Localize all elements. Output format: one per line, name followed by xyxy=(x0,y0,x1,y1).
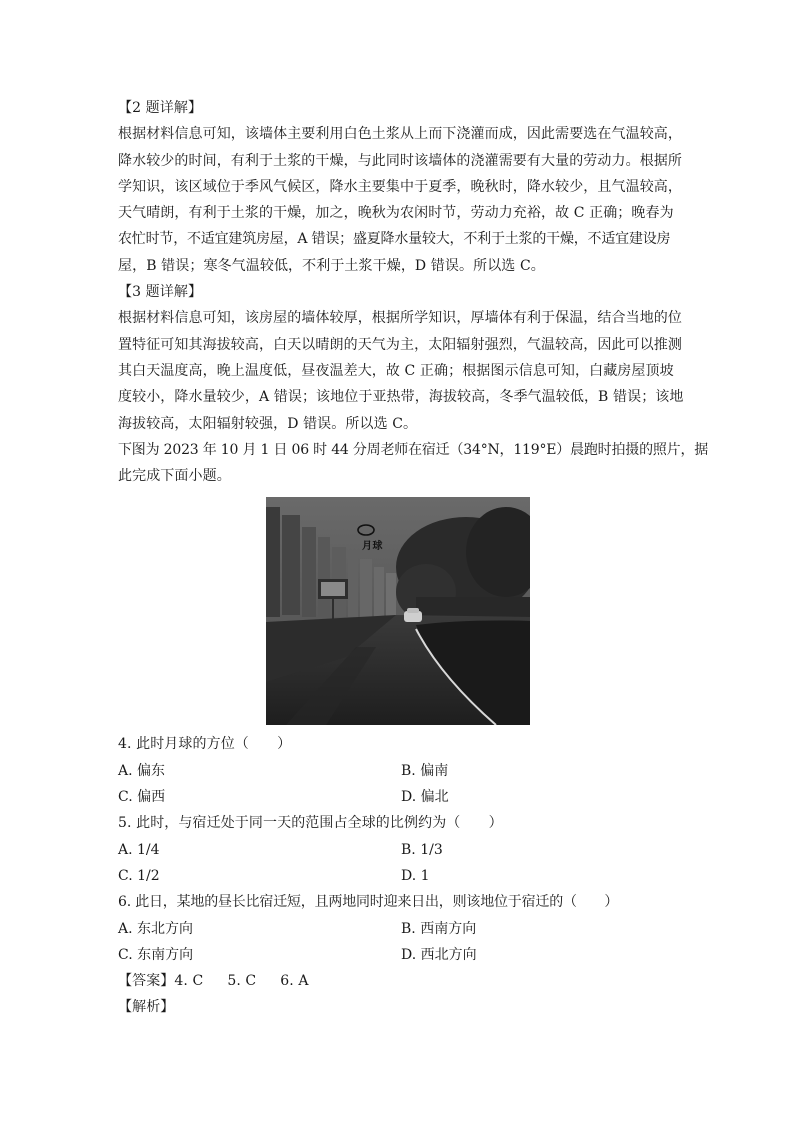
option-a[interactable]: A. 偏东 xyxy=(118,762,166,779)
explain3-line: 根据材料信息可知，该房屋的墙体较厚，根据所学知识，厚墙体有利于保温，结合当地的位 xyxy=(118,310,682,327)
answer-line xyxy=(118,968,684,994)
explain2-line: 根据材料信息可知，该墙体主要利用白色土浆从上而下浇灌而成，因此需要选在气温较高， xyxy=(118,126,682,143)
answer-item: 5. C xyxy=(227,973,257,990)
analysis-heading: 【解析】 xyxy=(118,999,175,1016)
explain3-line: 海拔较高，太阳辐射较强，D 错误。所以选 C。 xyxy=(118,415,418,432)
option-c[interactable]: C. 1/2 xyxy=(118,867,160,884)
document-body xyxy=(118,95,709,1021)
question-5 xyxy=(118,810,684,889)
answer-item: 4. C xyxy=(174,973,204,990)
question-6 xyxy=(118,889,684,968)
answer-item: 6. A xyxy=(280,973,309,990)
option-c[interactable]: C. 东南方向 xyxy=(118,946,194,963)
question-stem: 5. 此时，与宿迁处于同一天的范围占全球的比例约为（ ） xyxy=(118,815,503,832)
intro-line: 此完成下面小题。 xyxy=(118,468,231,485)
explain2-line: 学知识，该区域位于季风气候区，降水主要集中于夏季，晚秋时，降水较少，且气温较高， xyxy=(118,178,682,195)
answer-label: 【答案】 xyxy=(118,973,175,990)
option-d[interactable]: D. 西北方向 xyxy=(401,946,477,963)
question-stem: 6. 此日，某地的昼长比宿迁短，且两地同时迎来日出，则该地位于宿迁的（ ） xyxy=(118,894,619,911)
question-stem: 4. 此时月球的方位（ ） xyxy=(118,736,292,753)
moon-label: 月球 xyxy=(362,541,383,553)
explain2-line: 天气晴朗，有利于土浆的干燥，加之，晚秋为农闲时节，劳动力充裕，故 C 正确；晚春为 xyxy=(118,205,674,222)
option-b[interactable]: B. 1/3 xyxy=(401,841,443,858)
intro-line: 下图为 2023 年 10 月 1 日 06 时 44 分周老师在宿迁（34°N，119°E）晨跑时拍摄的照片，据 xyxy=(118,441,709,458)
explain3-line: 其白天温度高，晚上温度低，昼夜温差大，故 C 正确；根据图示信息可知，白藏房屋顶坡 xyxy=(118,362,674,379)
morning-photo xyxy=(266,497,530,725)
explain2-line: 农忙时节，不适宜建筑房屋，A 错误；盛夏降水量较大，不利于土浆的干燥，不适宜建设房 xyxy=(118,231,671,248)
option-d[interactable]: D. 偏北 xyxy=(401,789,449,806)
option-b[interactable]: B. 偏南 xyxy=(401,762,449,779)
option-a[interactable]: A. 东北方向 xyxy=(118,920,194,937)
question-4 xyxy=(118,731,684,810)
explain3-heading: 【3 题详解】 xyxy=(118,284,203,301)
explain2-line: 屋，B 错误；寒冬气温较低，不利于土浆干燥，D 错误。所以选 C。 xyxy=(118,257,545,274)
option-c[interactable]: C. 偏西 xyxy=(118,789,166,806)
explain2-heading: 【2 题详解】 xyxy=(118,100,203,116)
option-d[interactable]: D. 1 xyxy=(401,867,430,884)
explain3-line: 置特征可知其海拔较高，白天以晴朗的天气为主，太阳辐射强烈，气温较高，因此可以推测 xyxy=(118,336,682,353)
option-a[interactable]: A. 1/4 xyxy=(118,841,160,858)
explain2-line: 降水较少的时间，有利于土浆的干燥，与此同时该墙体的浇灌需要有大量的劳动力。根据所 xyxy=(118,152,682,169)
option-b[interactable]: B. 西南方向 xyxy=(401,920,477,937)
explain3-line: 度较小，降水量较少，A 错误；该地位于亚热带，海拔较高，冬季气温较低，B 错误；该地 xyxy=(118,389,684,406)
